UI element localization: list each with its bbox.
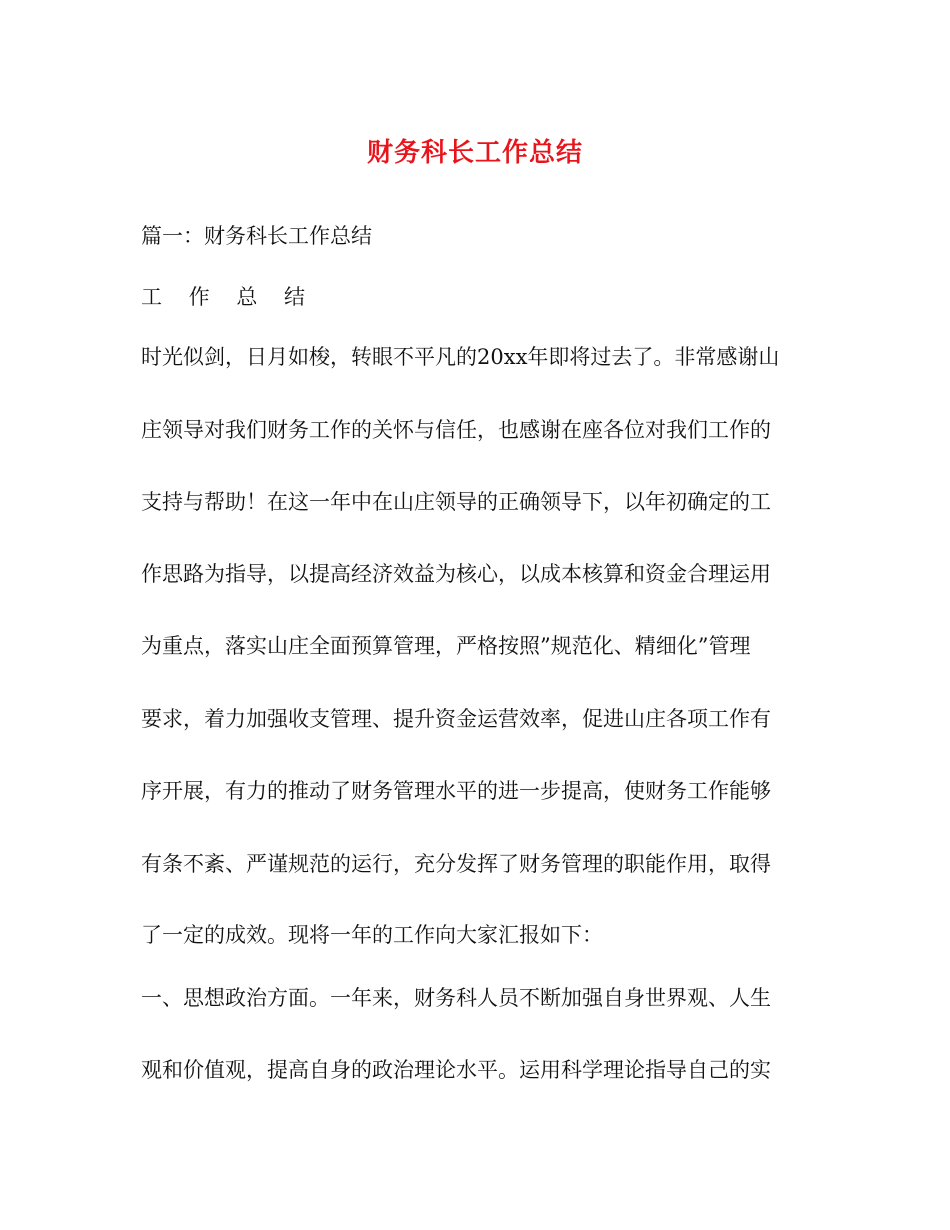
body-line-5: 为重点，落实山庄全面预算管理，严格按照”规范化、精细化”管理 bbox=[141, 634, 751, 658]
body-line-7: 序开展，有力的推动了财务管理水平的进一步提高，使财务工作能够 bbox=[141, 779, 771, 803]
sub-heading: 工 作 总 结 bbox=[141, 285, 316, 309]
body-line-3: 支持与帮助！在这一年中在山庄领导的正确领导下，以年初确定的工 bbox=[141, 490, 771, 514]
body-line-9: 了一定的成效。现将一年的工作向大家汇报如下： bbox=[141, 923, 603, 947]
section-heading: 篇一：财务科长工作总结 bbox=[141, 224, 372, 248]
body-line-8: 有条不紊、严谨规范的运行，充分发挥了财务管理的职能作用，取得 bbox=[141, 852, 771, 876]
body-line-10: 一、思想政治方面。一年来，财务科人员不断加强自身世界观、人生 bbox=[141, 986, 771, 1010]
body-line-4: 作思路为指导，以提高经济效益为核心，以成本核算和资金合理运用 bbox=[141, 562, 771, 586]
body-line-6: 要求，着力加强收支管理、提升资金运营效率，促进山庄各项工作有 bbox=[141, 707, 771, 731]
document-title: 财务科长工作总结 bbox=[366, 138, 583, 168]
body-line-11: 观和价值观，提高自身的政治理论水平。运用科学理论指导自己的实 bbox=[141, 1058, 771, 1082]
body-line-1: 时光似剑，日月如梭，转眼不平凡的20xx年即将过去了。非常感谢山 bbox=[141, 345, 780, 369]
body-line-2: 庄领导对我们财务工作的关怀与信任，也感谢在座各位对我们工作的 bbox=[141, 418, 771, 442]
